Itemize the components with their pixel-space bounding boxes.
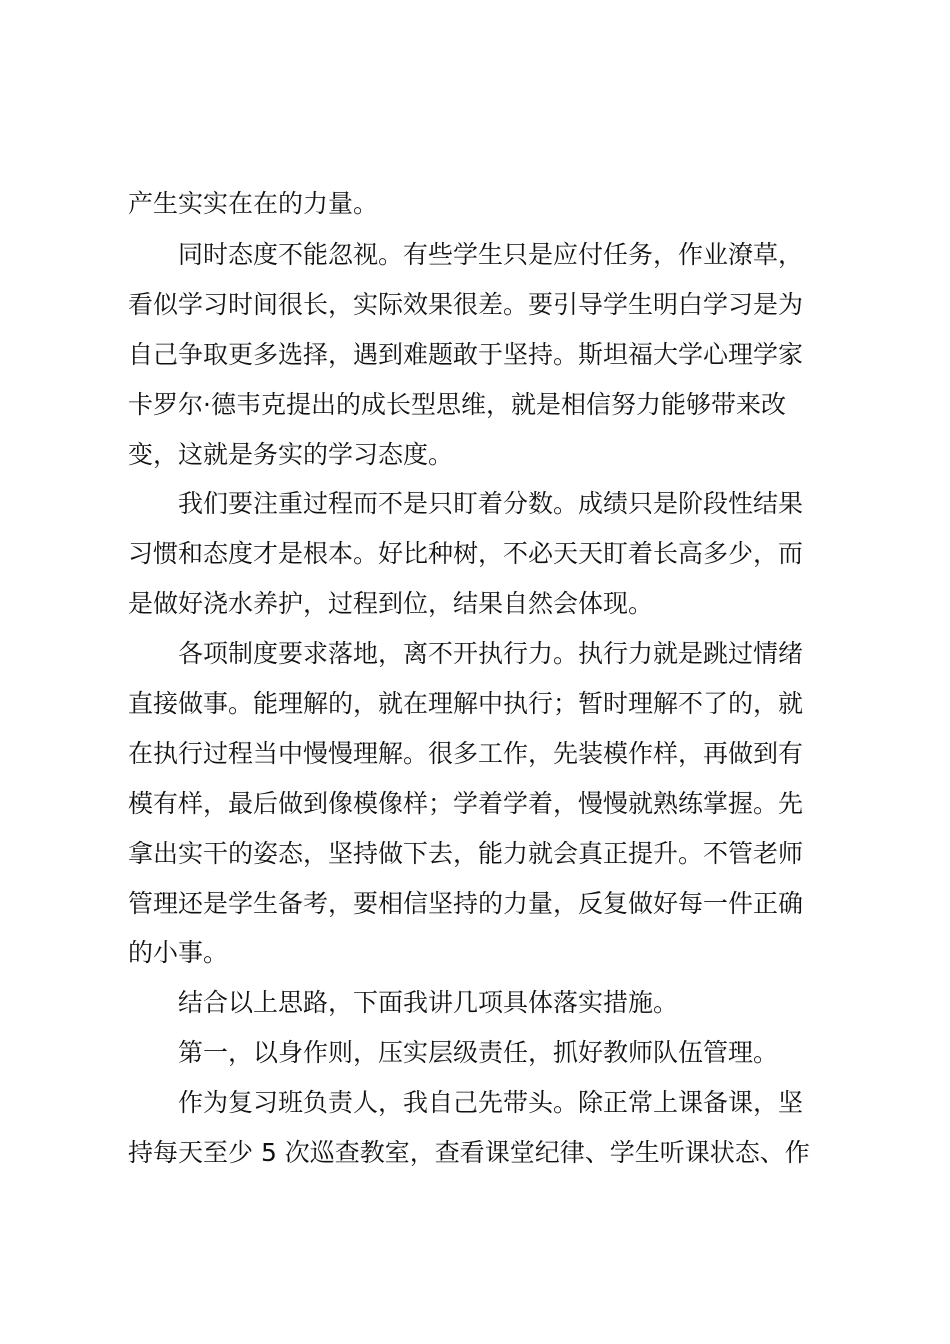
text-line: 模有样，最后做到像模像样；学着学着，慢慢就熟练掌握。先 xyxy=(128,789,804,818)
paragraph-first-line: 同时态度不能忽视。有些学生只是应付任务，作业潦草， xyxy=(178,240,804,269)
text-line: 习惯和态度才是根本。好比种树，不必天天盯着长高多少，而 xyxy=(128,539,804,568)
text-line: 自己争取更多选择，遇到难题敢于坚持。斯坦福大学心理学家 xyxy=(128,340,804,369)
paragraph-first-line: 我们要注重过程而不是只盯着分数。成绩只是阶段性结果 xyxy=(178,489,804,518)
text-line: 是做好浇水养护，过程到位，结果自然会体现。 xyxy=(128,589,654,618)
section-heading: 第一，以身作则，压实层级责任，抓好教师队伍管理。 xyxy=(178,1038,779,1067)
paragraph-first-line: 各项制度要求落地，离不开执行力。执行力就是跳过情绪 xyxy=(178,639,804,668)
text-line: 的小事。 xyxy=(128,938,229,967)
text-line: 在执行过程当中慢慢理解。很多工作，先装模作样，再做到有 xyxy=(128,739,804,768)
text-line: 拿出实干的姿态，坚持做下去，能力就会真正提升。不管老师 xyxy=(128,839,804,868)
paragraph-first-line: 作为复习班负责人，我自己先带头。除正常上课备课，坚 xyxy=(178,1088,804,1117)
text-line: 产生实实在在的力量。 xyxy=(128,189,379,218)
text-line: 直接做事。能理解的，就在理解中执行；暂时理解不了的，就 xyxy=(128,689,804,718)
text-line: 卡罗尔·德韦克提出的成长型思维，就是相信努力能够带来改 xyxy=(128,390,786,419)
text-line: 管理还是学生备考，要相信坚持的力量，反复做好每一件正确 xyxy=(128,889,804,918)
text-line: 持每天至少 5 次巡查教室，查看课堂纪律、学生听课状态、作 xyxy=(128,1138,810,1167)
text-line: 看似学习时间很长，实际效果很差。要引导学生明白学习是为 xyxy=(128,290,804,319)
text-line: 变，这就是务实的学习态度。 xyxy=(128,440,454,469)
paragraph-first-line: 结合以上思路，下面我讲几项具体落实措施。 xyxy=(178,988,679,1017)
